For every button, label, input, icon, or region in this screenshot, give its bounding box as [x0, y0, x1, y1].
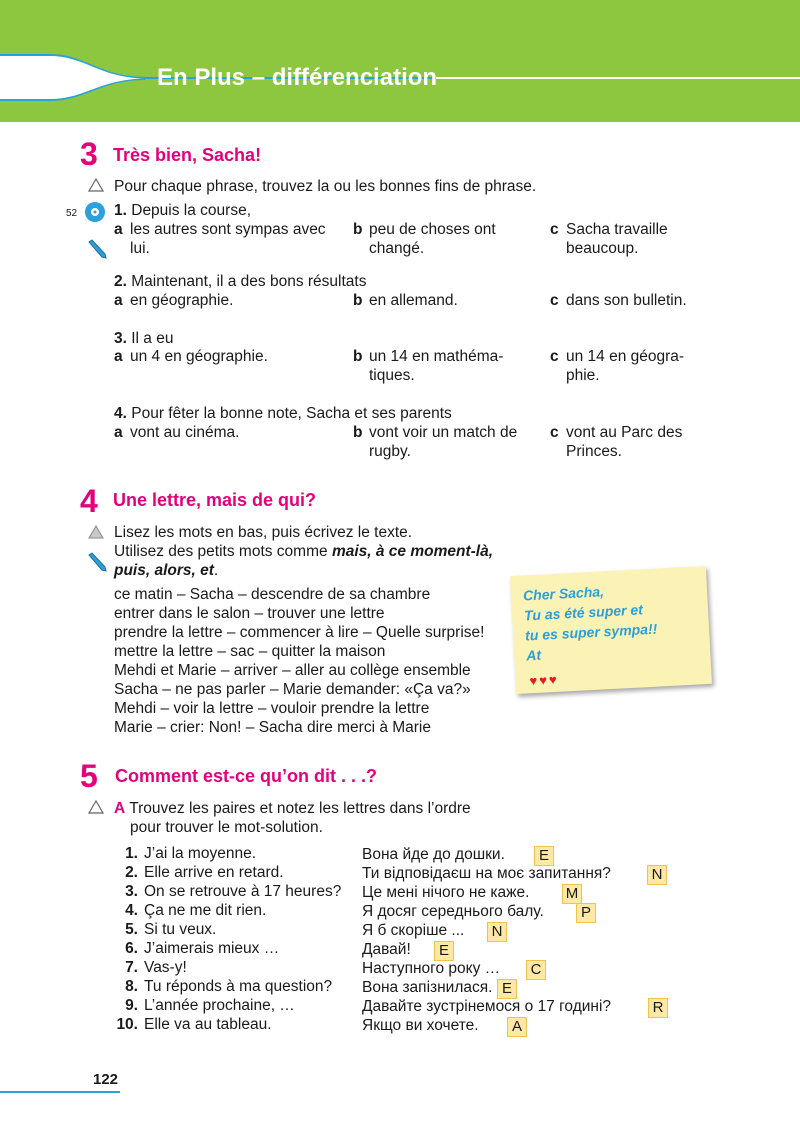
question-2-stem: 2. Maintenant, il a des bons résultats	[114, 273, 367, 290]
audio-track-number: 52	[66, 208, 78, 219]
french-phrase: J’aimerais mieux …	[144, 940, 280, 957]
exercise-4-instruction-3: puis, alors, et.	[114, 562, 219, 579]
question-1-option-a: les autres sont sympas avec lui.	[130, 221, 326, 257]
word-chain-line: Sacha – ne pas parler – Marie demander: «Ça va?»	[114, 681, 471, 698]
ukrainian-phrase: Вона запізнилася.	[362, 979, 493, 996]
option-letter-b: b	[353, 348, 363, 365]
footer-rule	[0, 1091, 120, 1093]
question-3-option-b: un 14 en mathématiques.	[369, 348, 504, 384]
answer-letter-box: M	[562, 884, 582, 904]
option-letter-c: c	[550, 221, 559, 238]
option-letter-a: a	[114, 424, 123, 441]
sticky-note-line: Tu as été super et	[523, 601, 644, 624]
french-phrase: Vas-y!	[144, 959, 187, 976]
french-phrase: Elle arrive en retard.	[144, 864, 284, 881]
option-letter-c: c	[550, 424, 559, 441]
pair-number: 1.	[125, 845, 138, 862]
question-2-option-c: dans son bulletin.	[566, 292, 687, 309]
option-letter-c: c	[550, 292, 559, 309]
audio-cd-icon[interactable]	[84, 201, 106, 223]
triangle-outline-icon	[88, 178, 104, 192]
header-banner	[0, 0, 800, 122]
option-letter-b: b	[353, 221, 363, 238]
french-phrase: J’ai la moyenne.	[144, 845, 257, 862]
question-3-option-c: un 14 en géographie.	[566, 348, 685, 384]
ukrainian-phrase: Наступного року …	[362, 960, 501, 977]
question-2-option-b: en allemand.	[369, 292, 458, 309]
banner-title: En Plus – différenciation	[157, 64, 438, 91]
exercise-5-title: Comment est-ce qu’on dit . . .?	[115, 766, 378, 786]
question-2-option-a: en géographie.	[130, 292, 234, 309]
sticky-note-line: tu es super sympa!!	[524, 620, 658, 644]
exercise-4-instruction-2: Utilisez des petits mots comme mais, à ce moment-là,	[114, 543, 494, 560]
pencil-icon	[86, 238, 108, 260]
option-letter-b: b	[353, 292, 363, 309]
option-letter-a: a	[114, 221, 123, 238]
pair-number: 6.	[125, 940, 138, 957]
question-1-option-c: Sacha travaille beaucoup.	[566, 221, 668, 257]
word-chain-line: entrer dans le salon – trouver une lettre	[114, 605, 385, 622]
french-phrase: Si tu veux.	[144, 921, 217, 938]
answer-letter-box: C	[526, 960, 546, 980]
answer-letter-box: R	[648, 998, 668, 1018]
exercise-5-instruction-2: pour trouver le mot-solution.	[130, 819, 323, 836]
answer-letter-box: N	[647, 865, 667, 885]
exercise-4-instruction-1: Lisez les mots en bas, puis écrivez le texte.	[114, 524, 413, 541]
question-3-stem: 3. Il a eu	[114, 330, 174, 347]
answer-letter-box: E	[497, 979, 517, 999]
answer-letter-box: E	[534, 846, 554, 866]
sticky-note-line: At	[525, 646, 542, 664]
pair-number: 3.	[125, 883, 138, 900]
ukrainian-phrase: Вона йде до дошки.	[362, 846, 505, 863]
sticky-note	[510, 566, 712, 694]
pencil-icon	[86, 551, 108, 573]
question-1-stem: 1. Depuis la course,	[114, 202, 251, 219]
pair-number: 10.	[116, 1016, 138, 1033]
word-chain-line: Marie – crier: Non! – Sacha dire merci à Marie	[114, 719, 432, 736]
answer-letter-box: P	[576, 903, 596, 923]
option-letter-a: a	[114, 292, 123, 309]
word-chain-line: ce matin – Sacha – descendre de sa chambre	[114, 586, 431, 603]
word-chain-line: mettre la lettre – sac – quitter la maison	[114, 643, 386, 660]
ukrainian-phrase: Я досяг середнього балу.	[362, 903, 544, 920]
option-letter-a: a	[114, 348, 123, 365]
question-3-option-a: un 4 en géographie.	[130, 348, 268, 365]
ukrainian-phrase: Давай!	[362, 941, 411, 958]
french-phrase: On se retrouve à 17 heures?	[144, 883, 342, 900]
question-4-option-b: vont voir un match de rugby.	[369, 424, 518, 460]
word-chain-line: Mehdi et Marie – arriver – aller au collège ensemble	[114, 662, 471, 679]
triangle-outline-icon	[88, 800, 104, 814]
question-1-option-b: peu de choses ont changé.	[369, 221, 496, 257]
hearts-icon: ♥♥♥	[529, 671, 560, 689]
sticky-note-line: Cher Sacha,	[522, 583, 605, 604]
pair-number: 9.	[125, 997, 138, 1014]
exercise-5-number: 5	[80, 758, 98, 794]
word-chain-line: prendre la lettre – commencer à lire – Quelle surprise!	[114, 624, 485, 641]
ukrainian-phrase: Ти відповідаєш на моє запитання?	[362, 865, 611, 882]
pair-number: 8.	[125, 978, 138, 995]
exercise-3-title: Très bien, Sacha!	[113, 145, 262, 165]
ukrainian-phrase: Якщо ви хочете.	[362, 1017, 479, 1034]
ukrainian-phrase: Давайте зустрінемося о 17 годині?	[362, 998, 612, 1015]
french-phrase: L’année prochaine, …	[144, 997, 295, 1014]
question-4-option-a: vont au cinéma.	[130, 424, 240, 441]
banner-swoosh-graphic	[0, 0, 800, 122]
word-chain-line: Mehdi – voir la lettre – vouloir prendre la lettre	[114, 700, 430, 717]
triangle-grey-icon	[88, 525, 104, 539]
answer-letter-box: A	[507, 1017, 527, 1037]
exercise-4-title: Une lettre, mais de qui?	[113, 490, 317, 510]
answer-letter-box: E	[434, 941, 454, 961]
ukrainian-phrase: Я б скоріше ...	[362, 922, 465, 939]
question-4-option-c: vont au Parc des Princes.	[566, 424, 683, 460]
exercise-5-instruction-1: A Trouvez les paires et notez les lettres dans l’ordre	[114, 800, 471, 817]
exercise-3-number: 3	[80, 136, 98, 172]
french-phrase: Ça ne me dit rien.	[144, 902, 267, 919]
exercise-3-instruction: Pour chaque phrase, trouvez la ou les bonnes fins de phrase.	[114, 178, 537, 195]
option-letter-c: c	[550, 348, 559, 365]
french-phrase: Elle va au tableau.	[144, 1016, 272, 1033]
ukrainian-phrase: Це мені нічого не каже.	[362, 884, 530, 901]
question-4-stem: 4. Pour fêter la bonne note, Sacha et ses parents	[114, 405, 452, 422]
page-number: 122	[93, 1071, 119, 1088]
option-letter-b: b	[353, 424, 363, 441]
pair-number: 2.	[125, 864, 138, 881]
answer-letter-box: N	[487, 922, 507, 942]
french-phrase: Tu réponds à ma question?	[144, 978, 333, 995]
exercise-4-number: 4	[80, 483, 98, 519]
pair-number: 4.	[125, 902, 138, 919]
pair-number: 5.	[125, 921, 138, 938]
pair-number: 7.	[125, 959, 138, 976]
